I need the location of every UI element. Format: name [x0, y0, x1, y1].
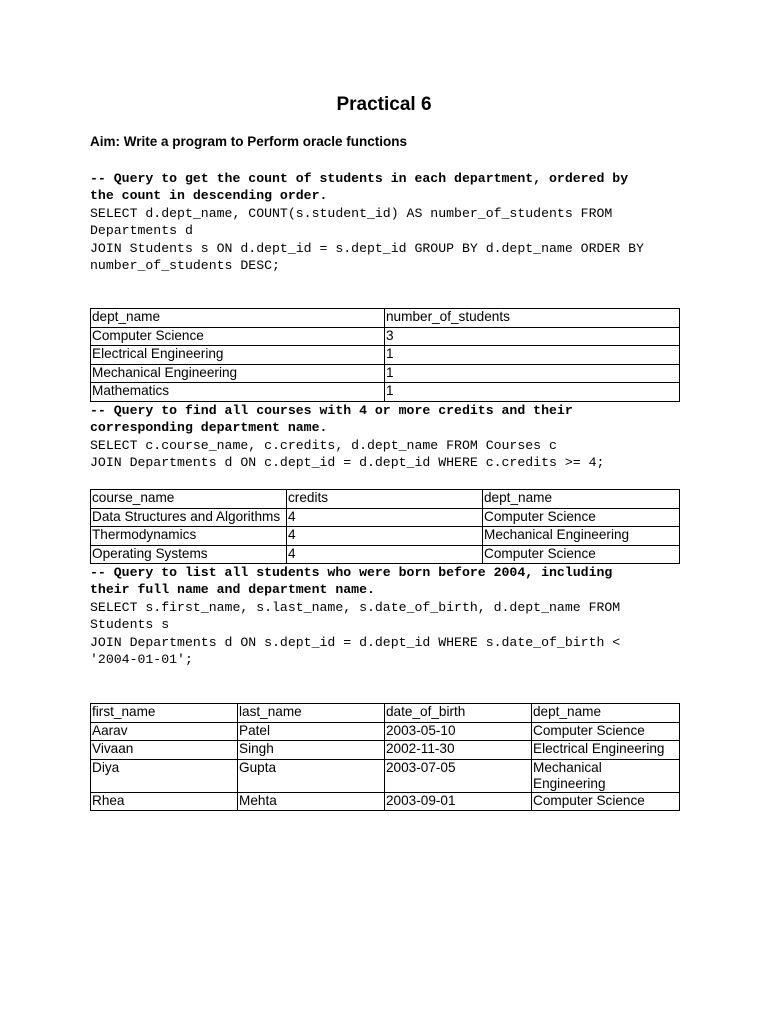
sql-line: Departments d — [90, 223, 193, 239]
table-cell: 1 — [385, 364, 680, 383]
table-cell: 2003-09-01 — [385, 792, 532, 811]
sql-line: SELECT d.dept_name, COUNT(s.student_id) AS number_of_students FROM — [90, 205, 613, 221]
table-cell: 1 — [385, 346, 680, 365]
result-table-1 — [90, 308, 680, 402]
table-cell: Diya — [91, 759, 238, 792]
table-cell: 4 — [287, 545, 483, 564]
table-header-cell: credits — [287, 490, 483, 509]
table-header-row — [91, 490, 680, 509]
table-cell: 3 — [385, 327, 680, 346]
table-cell: Aarav — [91, 722, 238, 741]
sql-line: SELECT s.first_name, s.last_name, s.date_of_birth, d.dept_name FROM — [90, 599, 621, 615]
table-cell: 4 — [287, 508, 483, 527]
table-cell: Thermodynamics — [91, 527, 287, 546]
table-cell: Singh — [238, 741, 385, 760]
table-row — [91, 383, 680, 402]
table-row — [91, 527, 680, 546]
query-block-2 — [90, 402, 690, 472]
table-cell: Data Structures and Algorithms — [91, 508, 287, 527]
table-cell: Computer Science — [532, 792, 680, 811]
query-comment-line: -- Query to list all students who were born before 2004, including — [90, 565, 613, 580]
table-header-cell: first_name — [91, 704, 238, 723]
table-header-row — [91, 704, 680, 723]
table-header-cell: dept_name — [532, 704, 680, 723]
table-cell: Mechanical Engineering — [483, 527, 680, 546]
table-cell: 4 — [287, 527, 483, 546]
table-row — [91, 508, 680, 527]
sql-line: JOIN Students s ON d.dept_id = s.dept_id GROUP BY d.dept_name ORDER BY — [90, 240, 644, 256]
table-cell: 2002-11-30 — [385, 741, 532, 760]
table-header-cell: last_name — [238, 704, 385, 723]
table-cell: Operating Systems — [91, 545, 287, 564]
table-row — [91, 545, 680, 564]
table-row — [91, 792, 680, 811]
query-comment-line: their full name and department name. — [90, 582, 375, 598]
table-cell: Electrical Engineering — [532, 741, 680, 760]
query-comment-line: -- Query to find all courses with 4 or more credits and their — [90, 403, 573, 418]
table-cell: Mehta — [238, 792, 385, 811]
table-row — [91, 327, 680, 346]
table-cell: 2003-07-05 — [385, 759, 532, 792]
table-row — [91, 722, 680, 741]
table-row — [91, 741, 680, 760]
table-row — [91, 364, 680, 383]
sql-line: JOIN Departments d ON c.dept_id = d.dept_id WHERE c.credits >= 4; — [90, 455, 605, 471]
table-header-cell: course_name — [91, 490, 287, 509]
query-comment-line: the count in descending order. — [90, 188, 328, 204]
table-header-cell: dept_name — [91, 309, 385, 328]
result-table-3 — [90, 703, 680, 811]
table-cell: Rhea — [91, 792, 238, 811]
table-cell: Computer Science — [483, 508, 680, 527]
table-header-cell: number_of_students — [385, 309, 680, 328]
table-cell: Mechanical Engineering — [91, 364, 385, 383]
table-cell: Patel — [238, 722, 385, 741]
table-row — [91, 346, 680, 365]
query-block-1 — [90, 170, 690, 274]
aim-text: Aim: Write a program to Perform oracle functions — [90, 134, 408, 149]
table-cell: Mechanical Engineering — [532, 759, 680, 792]
sql-line: '2004-01-01'; — [90, 652, 193, 668]
table-cell: 1 — [385, 383, 680, 402]
sql-line: JOIN Departments d ON s.dept_id = d.dept_id WHERE s.date_of_birth < — [90, 634, 621, 650]
table-cell: Computer Science — [483, 545, 680, 564]
query-block-3 — [90, 564, 690, 668]
table-header-row — [91, 309, 680, 328]
table-cell: Gupta — [238, 759, 385, 792]
query-comment-line: -- Query to get the count of students in each department, ordered by — [90, 171, 629, 186]
table-cell: Computer Science — [91, 327, 385, 346]
sql-line: Students s — [90, 617, 170, 633]
table-header-cell: date_of_birth — [385, 704, 532, 723]
sql-line: SELECT c.course_name, c.credits, d.dept_name FROM Courses c — [90, 437, 557, 453]
table-cell: 2003-05-10 — [385, 722, 532, 741]
table-header-cell: dept_name — [483, 490, 680, 509]
table-cell: Vivaan — [91, 741, 238, 760]
table-cell: Computer Science — [532, 722, 680, 741]
result-table-2 — [90, 489, 680, 564]
table-cell: Mathematics — [91, 383, 385, 402]
query-comment-line: corresponding department name. — [90, 420, 328, 436]
table-row — [91, 759, 680, 792]
table-cell: Electrical Engineering — [91, 346, 385, 365]
page-title: Practical 6 — [336, 94, 432, 115]
sql-line: number_of_students DESC; — [90, 258, 280, 274]
